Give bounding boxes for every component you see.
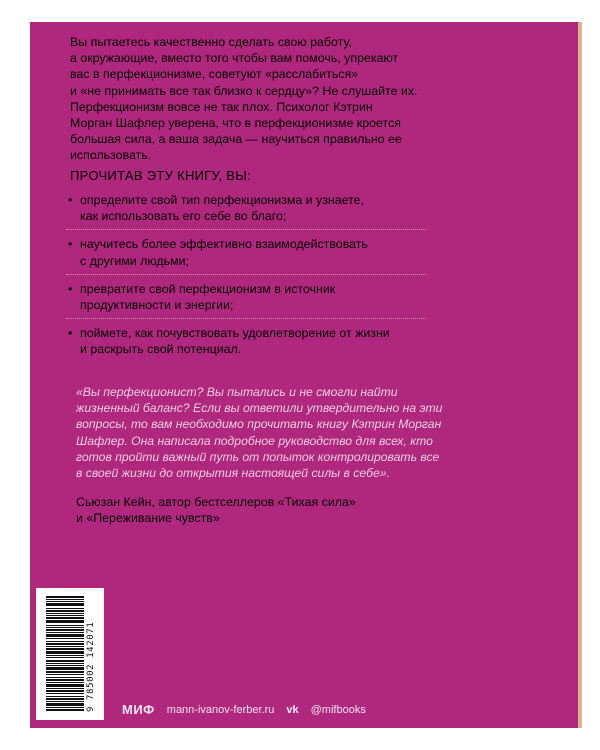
list-item-line: с другими людьми;	[80, 253, 189, 268]
barcode-bar	[46, 677, 84, 678]
barcode-bar	[46, 615, 84, 616]
endorsement-quote	[76, 384, 466, 481]
barcode-bar	[46, 638, 84, 639]
endorsement-author	[76, 494, 466, 526]
intro-line: Вы пытаетесь качественно сделать свою работу,	[70, 35, 352, 49]
barcode-bar	[46, 625, 84, 626]
intro-line: использовать.	[70, 148, 152, 163]
list-item-line: • научитесь более эффективно взаимодействовать	[80, 237, 368, 252]
list-item	[66, 325, 446, 363]
barcode-bar	[46, 663, 84, 664]
barcode-bar	[46, 684, 84, 687]
barcode-bar	[46, 707, 84, 708]
list-item	[66, 281, 446, 319]
barcode-bar	[46, 603, 84, 606]
barcode-bar	[46, 709, 84, 711]
barcode-bar	[46, 688, 84, 689]
barcode-bar	[46, 608, 84, 609]
barcode-bar	[46, 701, 84, 702]
list-item	[66, 236, 446, 274]
barcode-bar	[46, 667, 84, 670]
intro-text	[70, 34, 430, 164]
social-handle[interactable]: @mifbooks	[310, 703, 366, 716]
quote-line: в своей жизни до открытия настоящей силы в себе».	[76, 466, 390, 481]
barcode-bar	[46, 674, 84, 675]
benefits-list	[66, 192, 446, 370]
barcode-bar	[46, 651, 84, 654]
barcode-bar	[46, 643, 84, 645]
barcode-bar	[46, 601, 84, 602]
list-item-line: продуктивности и энергии;	[80, 298, 234, 313]
intro-line: а окружающие, вместо того чтобы вам помочь, упрекают	[70, 51, 399, 66]
list-item-line: • определите свой тип перфекционизма и узнаете,	[80, 193, 365, 207]
barcode-bar	[46, 599, 84, 600]
barcode-bar	[46, 613, 84, 614]
barcode-bar	[46, 617, 84, 619]
barcode-bar	[46, 690, 84, 692]
barcode-bar	[46, 596, 84, 598]
barcode-bars	[46, 596, 84, 712]
barcode-bar	[46, 655, 84, 656]
barcode-bar	[46, 696, 84, 697]
barcode-bar	[46, 698, 84, 700]
barcode-bar	[46, 641, 84, 642]
quote-line: жизненный баланс? Если вы ответили утвердительно на эти	[76, 401, 443, 416]
barcode-bar	[46, 632, 84, 633]
publisher-footer	[122, 702, 366, 717]
intro-line: большая сила, а ваша задача — научиться правильно ее	[70, 132, 402, 147]
intro-line: Перфекционизм вовсе не так плох. Психолог Кэтрин	[70, 99, 373, 114]
cover-edge	[578, 22, 582, 728]
barcode-bar	[46, 648, 84, 650]
barcode-bar	[46, 703, 84, 706]
publisher-website[interactable]: mann-ivanov-ferber.ru	[166, 703, 275, 716]
list-item	[66, 192, 446, 230]
barcode	[36, 588, 104, 720]
barcode-bar	[46, 634, 84, 637]
quote-line: вопросы, то вам необходимо прочитать книгу Кэтрин Морган	[76, 417, 442, 432]
author-line: Сьюзан Кейн, автор бестселлеров «Тихая сила»	[76, 495, 356, 509]
list-item-line: • превратите свой перфекционизм в источник	[80, 281, 336, 296]
barcode-bar	[46, 671, 84, 673]
intro-line: и «не принимать все так близко к сердцу»? Не слушайте их.	[70, 83, 418, 98]
quote-line: «Вы перфекционист? Вы пытались и не смогли найти	[76, 385, 398, 399]
barcode-bar	[46, 610, 84, 612]
benefits-heading: ПРОЧИТАВ ЭТУ КНИГУ, ВЫ:	[70, 168, 251, 183]
barcode-bar	[46, 682, 84, 683]
quote-line: готов пройти важный путь от попыток контролировать все	[76, 449, 440, 464]
list-item-line: как использовать его себе во благо;	[80, 209, 287, 224]
list-item-line: и раскрыть свой потенциал.	[80, 342, 242, 357]
barcode-bar	[46, 665, 84, 666]
author-line: и «Переживание чувств»	[76, 511, 220, 526]
quote-line: Шафлер. Она написала подробное руководство для всех, кто	[76, 433, 433, 448]
barcode-bar	[46, 660, 84, 662]
barcode-bar	[46, 646, 84, 647]
vk-icon: vk	[286, 703, 299, 716]
intro-line: вас в перфекционизме, советуют «расслабиться»	[70, 67, 359, 82]
barcode-bar	[46, 657, 84, 658]
barcode-number: 9 785002 142071	[86, 621, 96, 712]
barcode-bar	[46, 629, 84, 631]
barcode-bar	[46, 620, 84, 623]
barcode-bar	[46, 627, 84, 628]
barcode-bar	[46, 693, 84, 694]
barcode-bar	[46, 679, 84, 681]
list-item-line: • поймете, как почувствовать удовлетворение от жизни	[80, 326, 390, 341]
intro-line: Морган Шафлер уверена, что в перфекционизме кроется	[70, 116, 401, 131]
publisher-logo: МИФ	[122, 702, 155, 717]
